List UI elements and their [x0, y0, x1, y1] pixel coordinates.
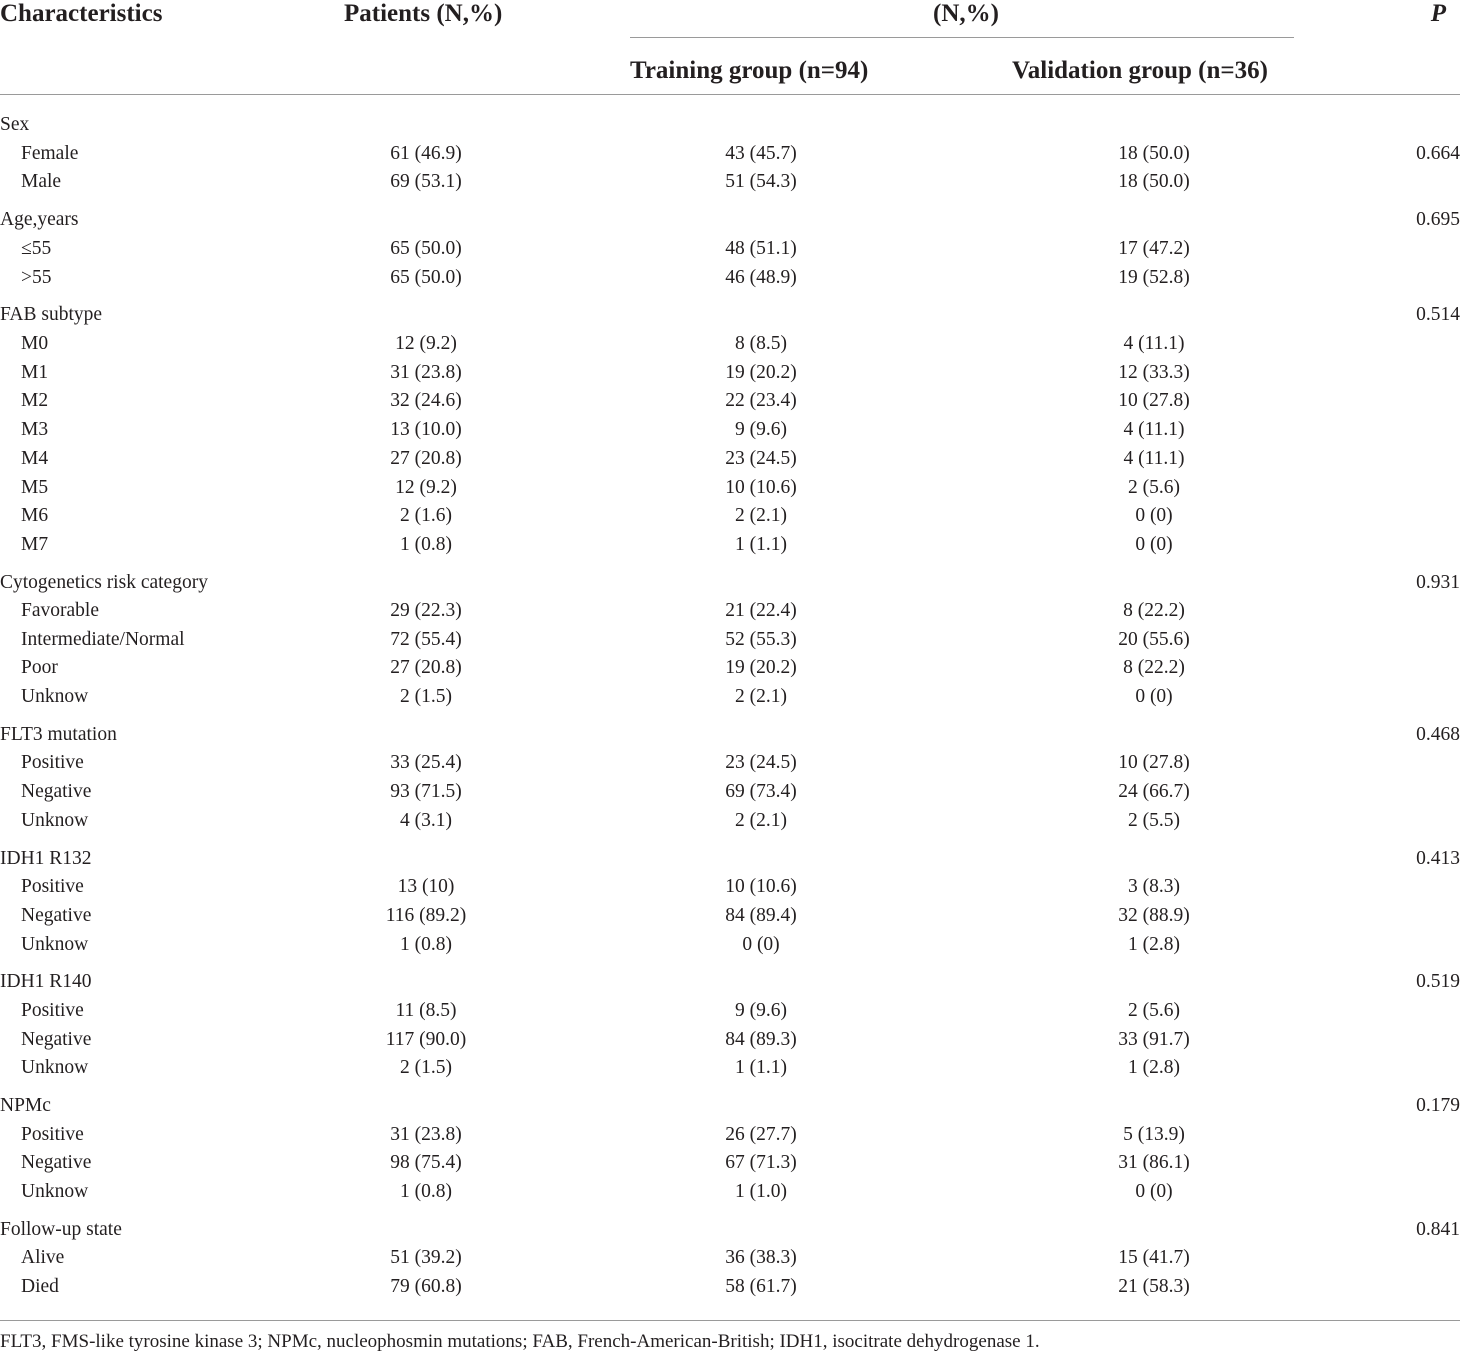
table-group-row: [0, 569, 1460, 597]
cell-patients: 2 (1.5): [400, 1057, 452, 1078]
table-row: [0, 1054, 1460, 1082]
table-group-row: [0, 968, 1460, 996]
header-p-value: P: [1430, 0, 1446, 27]
cell-validation: 17 (47.2): [1118, 238, 1190, 259]
table-group-row: [0, 1092, 1460, 1120]
cell-patients: 72 (55.4): [390, 629, 462, 650]
cell-patients: 1 (0.8): [400, 534, 452, 555]
row-label: Age,years: [0, 209, 79, 230]
cell-training: 48 (51.1): [725, 238, 797, 259]
row-label: Sex: [0, 114, 30, 135]
table-row: [0, 531, 1460, 559]
cell-training: 1 (1.1): [735, 534, 787, 555]
cell-training: 26 (27.7): [725, 1124, 797, 1145]
cell-validation: 3 (8.3): [1128, 876, 1180, 897]
row-label: Died: [21, 1276, 59, 1297]
row-label: Unknow: [21, 810, 89, 831]
header-group-span: (N,%): [933, 0, 999, 27]
row-label: ≤55: [21, 238, 52, 259]
table-row: [0, 749, 1460, 777]
cell-validation: 5 (13.9): [1123, 1124, 1185, 1145]
table-row: [0, 502, 1460, 530]
cell-validation: 33 (91.7): [1118, 1029, 1190, 1050]
cell-validation: 0 (0): [1135, 1181, 1173, 1202]
cell-patients: 61 (46.9): [390, 143, 462, 164]
cell-validation: 31 (86.1): [1118, 1152, 1190, 1173]
row-label: FLT3 mutation: [0, 724, 117, 745]
cell-training: 9 (9.6): [735, 1000, 787, 1021]
row-label: NPMc: [0, 1095, 51, 1116]
cell-patients: 29 (22.3): [390, 600, 462, 621]
cell-validation: 0 (0): [1135, 686, 1173, 707]
cell-training: 52 (55.3): [725, 629, 797, 650]
table-group-row: [0, 845, 1460, 873]
cell-patients: 12 (9.2): [395, 333, 457, 354]
row-label: M5: [21, 477, 49, 498]
header-rule: [0, 94, 1460, 95]
cell-training: 69 (73.4): [725, 781, 797, 802]
cell-training: 43 (45.7): [725, 143, 797, 164]
cell-validation: 2 (5.6): [1128, 1000, 1180, 1021]
row-label: Poor: [21, 657, 58, 678]
cell-training: 9 (9.6): [735, 419, 787, 440]
table-row: [0, 330, 1460, 358]
row-label: M0: [21, 333, 49, 354]
table-row: [0, 264, 1460, 292]
cell-patients: 79 (60.8): [390, 1276, 462, 1297]
cell-training: 2 (2.1): [735, 686, 787, 707]
row-label: >55: [21, 267, 52, 288]
row-label: Positive: [21, 752, 84, 773]
cell-patients: 65 (50.0): [390, 238, 462, 259]
cell-training: 2 (2.1): [735, 505, 787, 526]
bottom-rule: [0, 1320, 1460, 1321]
cell-patients: 12 (9.2): [395, 477, 457, 498]
cell-validation: 10 (27.8): [1118, 390, 1190, 411]
table-row: [0, 597, 1460, 625]
table-group-row: [0, 301, 1460, 329]
row-label: IDH1 R140: [0, 971, 92, 992]
table-group-row: [0, 1216, 1460, 1244]
cell-validation: 18 (50.0): [1118, 171, 1190, 192]
table-row: [0, 683, 1460, 711]
row-label: IDH1 R132: [0, 848, 92, 869]
table-group-row: [0, 111, 1460, 139]
row-label: Unknow: [21, 1181, 89, 1202]
row-label: M3: [21, 419, 49, 440]
cell-validation: 2 (5.6): [1128, 477, 1180, 498]
cell-training: 84 (89.3): [725, 1029, 797, 1050]
cell-patients: 31 (23.8): [390, 1124, 462, 1145]
cell-p-value: 0.514: [1416, 304, 1460, 325]
cell-patients: 65 (50.0): [390, 267, 462, 288]
cell-validation: 32 (88.9): [1118, 905, 1190, 926]
row-label: Negative: [21, 905, 92, 926]
table-row: [0, 997, 1460, 1025]
cell-training: 58 (61.7): [725, 1276, 797, 1297]
row-label: Male: [21, 171, 62, 192]
table-row: [0, 873, 1460, 901]
cell-validation: 19 (52.8): [1118, 267, 1190, 288]
cell-patients: 31 (23.8): [390, 362, 462, 383]
header-characteristics: Characteristics: [0, 0, 163, 27]
cell-training: 67 (71.3): [725, 1152, 797, 1173]
table-group-row: [0, 721, 1460, 749]
table-row: [0, 807, 1460, 835]
cell-validation: 10 (27.8): [1118, 752, 1190, 773]
table-row: [0, 387, 1460, 415]
cell-patients: 69 (53.1): [390, 171, 462, 192]
row-label: M7: [21, 534, 49, 555]
header-patients: Patients (N,%): [344, 0, 503, 27]
cell-training: 8 (8.5): [735, 333, 787, 354]
cell-training: 23 (24.5): [725, 448, 797, 469]
cell-validation: 4 (11.1): [1123, 333, 1185, 354]
table-row: [0, 445, 1460, 473]
cell-validation: 15 (41.7): [1118, 1247, 1190, 1268]
group-span-rule: [630, 37, 1294, 38]
cell-validation: 8 (22.2): [1123, 600, 1185, 621]
row-label: Positive: [21, 1000, 84, 1021]
row-label: Follow-up state: [0, 1219, 122, 1240]
cell-patients: 2 (1.5): [400, 686, 452, 707]
cell-validation: 1 (2.8): [1128, 934, 1180, 955]
cell-patients: 13 (10): [397, 876, 455, 897]
cell-patients: 13 (10.0): [390, 419, 462, 440]
table-row: [0, 1273, 1460, 1301]
cell-training: 84 (89.4): [725, 905, 797, 926]
cell-validation: 18 (50.0): [1118, 143, 1190, 164]
table-row: [0, 1149, 1460, 1177]
cell-training: 46 (48.9): [725, 267, 797, 288]
cell-validation: 4 (11.1): [1123, 448, 1185, 469]
cell-patients: 27 (20.8): [390, 448, 462, 469]
table-footnote: FLT3, FMS-like tyrosine kinase 3; NPMc, nucleophosmin mutations; FAB, French-American-British; IDH1, isocitrate dehydrogenase 1.: [0, 1331, 1040, 1352]
cell-training: 21 (22.4): [725, 600, 797, 621]
cell-validation: 24 (66.7): [1118, 781, 1190, 802]
row-label: Negative: [21, 1152, 92, 1173]
cell-p-value: 0.841: [1416, 1219, 1460, 1240]
row-label: FAB subtype: [0, 304, 103, 325]
table-row: [0, 778, 1460, 806]
table-row: [0, 416, 1460, 444]
cell-patients: 98 (75.4): [390, 1152, 462, 1173]
cell-validation: 8 (22.2): [1123, 657, 1185, 678]
cell-patients: 1 (0.8): [400, 1181, 452, 1202]
header-training-group: Training group (n=94): [630, 57, 869, 84]
cell-validation: 1 (2.8): [1128, 1057, 1180, 1078]
cell-training: 1 (1.0): [735, 1181, 787, 1202]
row-label: Intermediate/Normal: [21, 629, 185, 650]
header-validation-group: Validation group (n=36): [1012, 57, 1268, 84]
cell-training: 1 (1.1): [735, 1057, 787, 1078]
row-label: M2: [21, 390, 49, 411]
cell-patients: 1 (0.8): [400, 934, 452, 955]
cell-patients: 51 (39.2): [390, 1247, 462, 1268]
cell-training: 51 (54.3): [725, 171, 797, 192]
cell-training: 23 (24.5): [725, 752, 797, 773]
cell-patients: 11 (8.5): [395, 1000, 457, 1021]
cell-patients: 93 (71.5): [390, 781, 462, 802]
table-row: [0, 474, 1460, 502]
cell-training: 10 (10.6): [725, 477, 797, 498]
cell-validation: 0 (0): [1135, 534, 1173, 555]
cell-validation: 4 (11.1): [1123, 419, 1185, 440]
table-row: [0, 931, 1460, 959]
cell-p-value: 0.931: [1416, 572, 1460, 593]
row-label: Unknow: [21, 686, 89, 707]
row-label: Female: [21, 143, 79, 164]
table-row: [0, 359, 1460, 387]
row-label: M6: [21, 505, 49, 526]
table-row: [0, 654, 1460, 682]
row-label: Positive: [21, 876, 84, 897]
cell-training: 0 (0): [742, 934, 780, 955]
table-row: [0, 1178, 1460, 1206]
cell-p-value: 0.468: [1416, 724, 1460, 745]
table-row: [0, 168, 1460, 196]
row-label: Negative: [21, 781, 92, 802]
table-row: [0, 626, 1460, 654]
cell-p-value: 0.413: [1416, 848, 1460, 869]
row-label: M1: [21, 362, 49, 383]
row-label: Negative: [21, 1029, 92, 1050]
cell-p-value: 0.179: [1416, 1095, 1460, 1116]
table-row: [0, 902, 1460, 930]
row-label: M4: [21, 448, 49, 469]
table-group-row: [0, 206, 1460, 234]
cell-validation: 20 (55.6): [1118, 629, 1190, 650]
table-row: [0, 1244, 1460, 1272]
cell-p-value: 0.695: [1416, 209, 1460, 230]
cell-patients: 33 (25.4): [390, 752, 462, 773]
cell-patients: 32 (24.6): [390, 390, 462, 411]
cell-patients: 4 (3.1): [400, 810, 452, 831]
cell-patients: 116 (89.2): [385, 905, 467, 926]
cell-patients: 117 (90.0): [385, 1029, 467, 1050]
cell-training: 2 (2.1): [735, 810, 787, 831]
cell-training: 10 (10.6): [725, 876, 797, 897]
cell-p-value: 0.664: [1416, 143, 1460, 164]
row-label: Unknow: [21, 934, 89, 955]
cell-validation: 12 (33.3): [1118, 362, 1190, 383]
cell-validation: 2 (5.5): [1128, 810, 1180, 831]
cell-validation: 21 (58.3): [1118, 1276, 1190, 1297]
row-label: Favorable: [21, 600, 99, 621]
cell-patients: 2 (1.6): [400, 505, 452, 526]
cell-training: 36 (38.3): [725, 1247, 797, 1268]
table-row: [0, 1121, 1460, 1149]
row-label: Cytogenetics risk category: [0, 572, 208, 593]
table-row: [0, 1026, 1460, 1054]
cell-training: 19 (20.2): [725, 362, 797, 383]
table-row: [0, 235, 1460, 263]
cell-validation: 0 (0): [1135, 505, 1173, 526]
cell-patients: 27 (20.8): [390, 657, 462, 678]
table-row: [0, 140, 1460, 168]
row-label: Alive: [21, 1247, 65, 1268]
row-label: Unknow: [21, 1057, 89, 1078]
cell-p-value: 0.519: [1416, 971, 1460, 992]
row-label: Positive: [21, 1124, 84, 1145]
cell-training: 22 (23.4): [725, 390, 797, 411]
cell-training: 19 (20.2): [725, 657, 797, 678]
